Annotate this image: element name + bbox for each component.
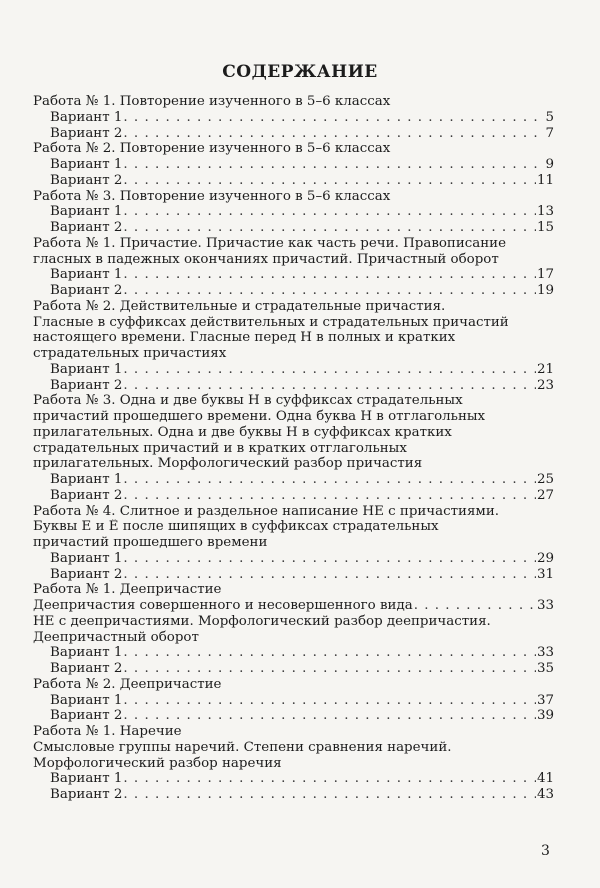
- toc-page-number: 33: [536, 645, 554, 661]
- toc-variant-entry: [33, 661, 554, 677]
- dot-leader: [123, 472, 536, 488]
- dot-leader: [123, 204, 536, 220]
- toc-variant-entry: [33, 110, 554, 126]
- toc-heading-line: страдательных причастий и в кратких отглагольных: [33, 440, 407, 456]
- toc-variant-entry: [33, 283, 554, 299]
- toc-page-number: 5: [545, 109, 554, 125]
- toc-heading-line: НЕ с деепричастиями. Морфологический разбор деепричастия.: [33, 613, 491, 629]
- toc-heading-line: Работа № 1. Повторение изученного в 5–6 классах: [33, 94, 391, 109]
- toc-page-number: 29: [536, 550, 554, 566]
- toc-variant-entry: [33, 472, 554, 488]
- toc-page-number: 35: [536, 661, 554, 676]
- toc-heading-line: Морфологический разбор наречия: [33, 755, 282, 771]
- toc-page-number: 9: [545, 157, 554, 172]
- toc-heading-line: настоящего времени. Гласные перед Н в полных и кратких: [33, 330, 456, 346]
- dot-leader: [123, 267, 536, 283]
- toc-variant-entry: [33, 787, 554, 803]
- toc-entry-label: Вариант 2: [50, 283, 123, 298]
- toc-page-number: 21: [536, 361, 554, 377]
- toc-variant-entry: [33, 220, 554, 236]
- toc-heading-line: прилагательных. Морфологический разбор причастия: [33, 456, 423, 472]
- toc-variant-entry: [33, 771, 554, 787]
- dot-leader: [123, 661, 536, 677]
- toc-page-number: 17: [536, 267, 554, 283]
- toc-entry-label: Вариант 1: [50, 550, 123, 566]
- toc-variant-entry: [33, 488, 554, 504]
- toc-heading-line: Буквы Е и Ё после шипящих в суффиксах страдательных: [33, 519, 439, 535]
- toc-entry-label: Деепричастия совершенного и несовершенного вида: [33, 598, 413, 613]
- toc-heading-line: Работа № 3. Повторение изученного в 5–6 классах: [33, 188, 391, 204]
- toc-heading-line: Работа № 1. Деепричастие: [33, 582, 222, 598]
- toc-entry-label: Вариант 2: [50, 708, 123, 724]
- toc-heading-line: причастий прошедшего времени: [33, 535, 268, 550]
- toc-heading-line: Работа № 2. Повторение изученного в 5–6 классах: [33, 141, 391, 157]
- toc-page-number: 11: [536, 172, 554, 188]
- toc-entry-label: Вариант 2: [50, 125, 123, 141]
- toc-heading-line: гласных в падежных окончаниях причастий. Причастный оборот: [33, 251, 499, 267]
- dot-leader: [123, 378, 536, 394]
- toc-page-number: 15: [536, 220, 554, 235]
- toc-page-number: 37: [536, 692, 554, 708]
- toc-entry-label: Вариант 2: [50, 787, 123, 802]
- page-title: СОДЕРЖАНИЕ: [222, 62, 378, 82]
- toc-variant-entry: [33, 708, 554, 724]
- toc-entry-label: Вариант 2: [50, 566, 123, 582]
- toc-heading-line: причастий прошедшего времени. Одна буква Н в отглагольных: [33, 409, 486, 424]
- dot-leader: [123, 283, 536, 299]
- toc-page-number: 25: [536, 472, 554, 487]
- toc-entry-label: Вариант 1: [50, 157, 123, 172]
- toc-page-number: 39: [536, 708, 554, 724]
- toc-entry-label: Вариант 1: [50, 204, 123, 220]
- toc-variant-entry: [33, 693, 554, 709]
- toc-page-number: 19: [536, 283, 554, 298]
- table-of-contents: [33, 94, 554, 803]
- toc-entry-label: Вариант 1: [50, 361, 123, 377]
- toc-entry-label: Вариант 2: [50, 172, 123, 188]
- dot-leader: [123, 173, 536, 189]
- toc-variant-entry: [33, 378, 554, 394]
- dot-leader: [123, 362, 536, 378]
- toc-entry-label: Вариант 2: [50, 487, 123, 503]
- toc-page-number: 41: [536, 771, 554, 787]
- toc-heading-line: страдательных причастиях: [33, 346, 227, 361]
- dot-leader: [123, 567, 536, 583]
- dot-leader: [123, 693, 536, 709]
- toc-entry-label: Вариант 1: [50, 692, 123, 708]
- toc-heading-line: Гласные в суффиксах действительных и страдательных причастий: [33, 314, 509, 330]
- toc-heading-line: Работа № 3. Одна и две буквы Н в суффиксах страдательных: [33, 393, 463, 409]
- toc-entry-label: Вариант 2: [50, 220, 123, 235]
- dot-leader: [123, 110, 544, 126]
- toc-page-number: 31: [536, 566, 554, 582]
- page-number: 3: [541, 843, 550, 859]
- toc-variant-entry: [33, 645, 554, 661]
- dot-leader: [123, 126, 544, 142]
- toc-page-number: 27: [536, 487, 554, 503]
- toc-variant-entry: [33, 567, 554, 583]
- dot-leader: [123, 645, 536, 661]
- toc-entry-label: Вариант 1: [50, 267, 123, 283]
- toc-variant-entry: [33, 173, 554, 189]
- toc-heading-line: Работа № 1. Наречие: [33, 724, 182, 739]
- toc-topic-entry: [33, 598, 554, 614]
- toc-page-number: 43: [536, 787, 554, 802]
- toc-entry-label: Вариант 2: [50, 661, 123, 676]
- dot-leader: [123, 708, 536, 724]
- toc-heading-line: прилагательных. Одна и две буквы Н в суффиксах кратких: [33, 424, 452, 440]
- toc-heading-line: Работа № 2. Деепричастие: [33, 676, 222, 692]
- dot-leader: [123, 488, 536, 504]
- dot-leader: [123, 551, 536, 567]
- toc-heading-line: Работа № 2. Действительные и страдательные причастия.: [33, 298, 446, 314]
- dot-leader: [123, 220, 536, 236]
- toc-heading-line: Смысловые группы наречий. Степени сравнения наречий.: [33, 739, 452, 755]
- toc-page-number: 7: [545, 125, 554, 141]
- toc-page-number: 33: [536, 598, 554, 613]
- dot-leader: [123, 771, 536, 787]
- toc-entry-label: Вариант 1: [50, 109, 123, 125]
- toc-entry-label: Вариант 1: [50, 472, 123, 487]
- toc-variant-entry: [33, 551, 554, 567]
- dot-leader: [414, 598, 536, 614]
- toc-entry-label: Вариант 1: [50, 645, 123, 661]
- toc-heading-line: Работа № 1. Причастие. Причастие как часть речи. Правописание: [33, 235, 507, 251]
- toc-page-number: 23: [536, 377, 554, 393]
- toc-entry-label: Вариант 1: [50, 771, 123, 787]
- dot-leader: [123, 157, 544, 173]
- dot-leader: [123, 787, 536, 803]
- toc-variant-entry: [33, 204, 554, 220]
- toc-entry-label: Вариант 2: [50, 377, 123, 393]
- toc-heading-line: Работа № 4. Слитное и раздельное написание НЕ с причастиями.: [33, 503, 500, 519]
- toc-page-number: 13: [536, 204, 554, 220]
- toc-variant-entry: [33, 126, 554, 142]
- toc-variant-entry: [33, 267, 554, 283]
- toc-variant-entry: [33, 157, 554, 173]
- toc-variant-entry: [33, 362, 554, 378]
- toc-heading-line: Деепричастный оборот: [33, 629, 199, 645]
